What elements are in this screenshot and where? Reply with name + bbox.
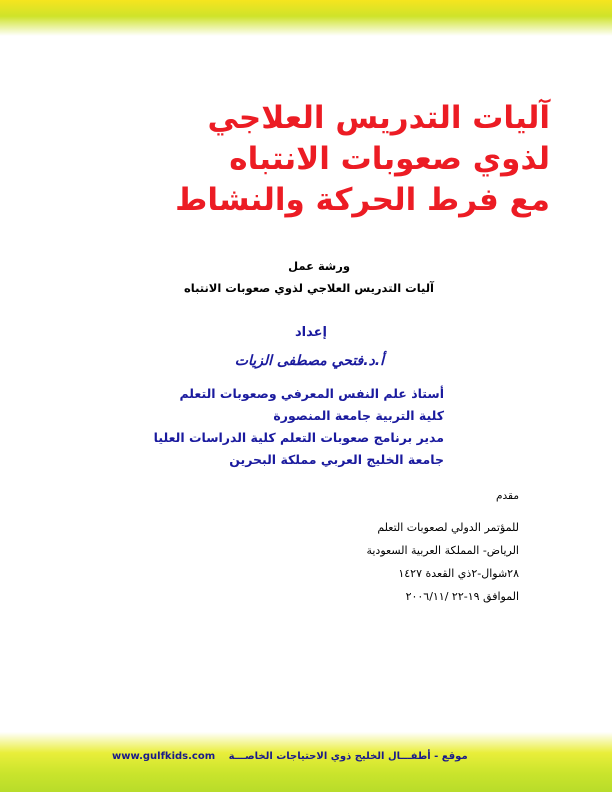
workshop-topic: آليات التدريس العلاجي لذوي صعوبات الانتباه <box>183 281 434 295</box>
title-line-1: آليات التدريس العلاجي <box>207 100 550 136</box>
conference-line: ٢٨شوال-٢ذي القعدة ١٤٢٧ <box>398 567 519 580</box>
conference-line: للمؤتمر الدولي لصعوبات التعلم <box>377 521 519 534</box>
document-title <box>60 98 550 221</box>
prepared-by-label: إعداد <box>295 325 327 340</box>
presented-label: مقدم <box>496 490 519 502</box>
footer-url-link[interactable]: www.gulfkids.com <box>112 751 216 762</box>
credential-line: كلية التربية جامعة المنصورة <box>273 408 444 423</box>
workshop-label: ورشة عمل <box>288 259 350 273</box>
credential-line: مدير برنامج صعوبات التعلم كلية الدراسات العليا <box>153 430 444 445</box>
footer <box>112 751 512 762</box>
conference-line: الرياض- المملكة العربية السعودية <box>366 544 519 557</box>
conference-line: الموافق ١٩-٢٢ /٢٠٠٦/١١ <box>405 590 519 603</box>
credential-line: جامعة الخليج العربي مملكة البحرين <box>229 452 444 467</box>
title-line-2: لذوي صعوبات الانتباه <box>229 141 550 177</box>
author-credentials <box>114 383 444 471</box>
credential-line: أستاذ علم النفس المعرفي وصعوبات التعلم <box>179 386 444 401</box>
conference-details <box>219 516 519 608</box>
footer-site-label: موقع - أطفـــال الخليج ذوي الاحتياجات الخاصـــة <box>228 751 468 762</box>
title-line-3: مع فرط الحركة والنشاط <box>175 182 550 218</box>
author-name: أ.د.فتحي مصطفى الزيات <box>234 353 384 369</box>
